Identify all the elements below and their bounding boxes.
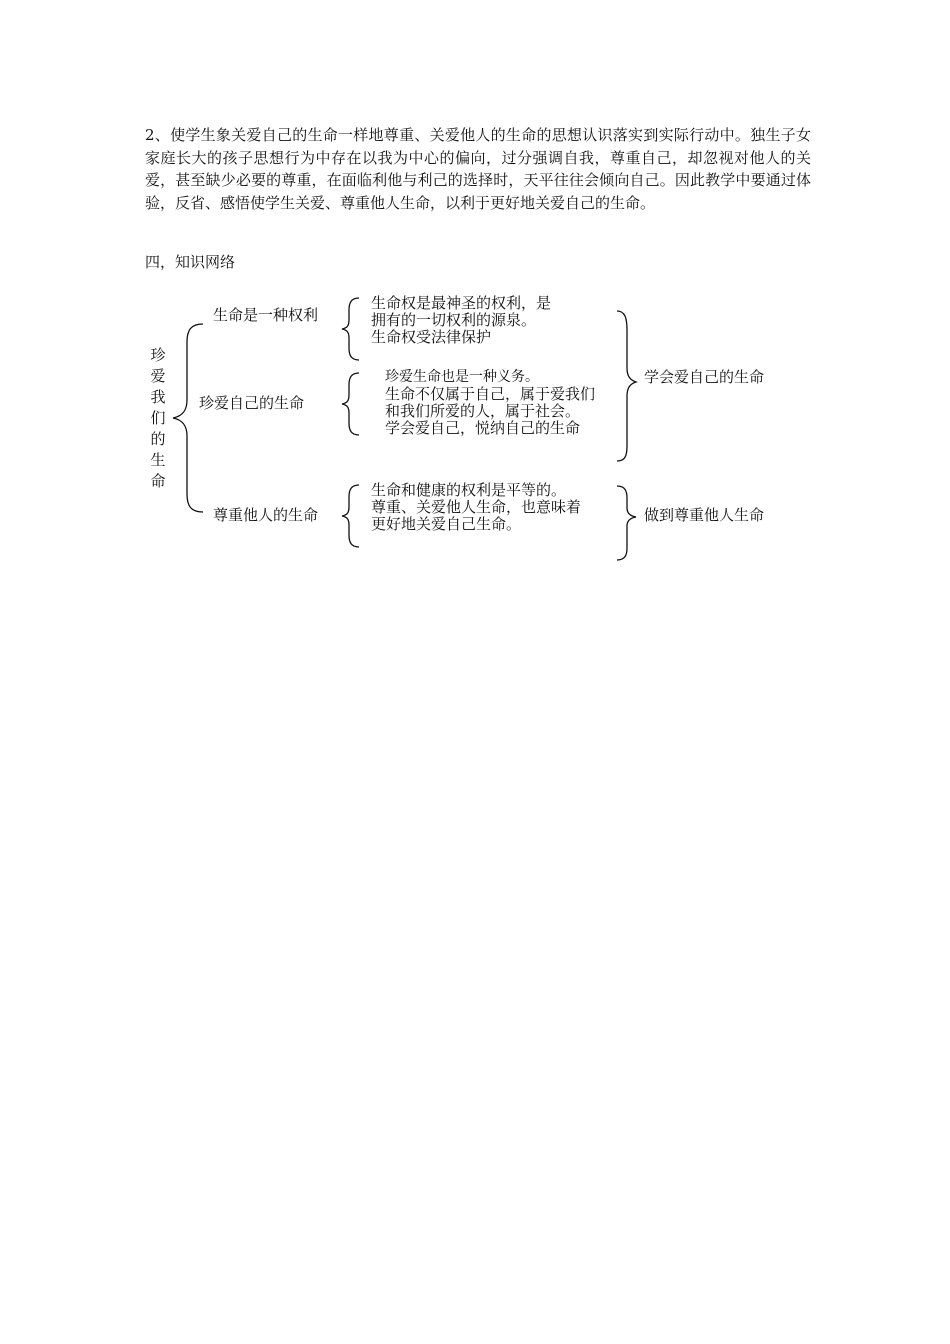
root-char: 生 (150, 451, 166, 469)
main-brace (173, 324, 203, 512)
detail-line: 珍爱生命也是一种义务。 (385, 369, 539, 385)
detail-line: 拥有的一切权利的源泉。 (371, 311, 537, 329)
detail-line: 尊重、关爱他人生命，也意味着 (371, 498, 582, 516)
branch2-brace (342, 373, 359, 435)
detail-line: 更好地关爱自己生命。 (371, 515, 522, 533)
root-char: 们 (150, 409, 166, 427)
section-heading: 四，知识网络 (145, 253, 236, 271)
detail-line: 生命和健康的权利是平等的。 (371, 481, 567, 499)
branch-label-rights: 生命是一种权利 (213, 306, 319, 324)
branch3-brace (342, 485, 359, 547)
conclusion-love-self: 学会爱自己的生命 (644, 368, 765, 386)
root-char: 珍 (150, 346, 166, 364)
conclusion2-brace (617, 486, 636, 560)
root-char: 的 (150, 430, 166, 448)
detail-line: 生命权受法律保护 (371, 328, 492, 346)
detail-line: 学会爱自己，悦纳自己的生命 (385, 419, 581, 437)
branch-label-respect-others: 尊重他人的生命 (213, 506, 319, 524)
conclusion-respect-others: 做到尊重他人生命 (644, 506, 765, 524)
root-char: 我 (150, 388, 166, 406)
root-char: 命 (150, 472, 166, 490)
branch-label-cherish-self: 珍爱自己的生命 (199, 394, 305, 412)
detail-line: 生命不仅属于自己，属于爱我们 (385, 385, 596, 403)
detail-line: 生命权是最神圣的权利，是 (371, 294, 552, 312)
detail-line: 和我们所爱的人，属于社会。 (385, 402, 581, 420)
root-char: 爱 (150, 367, 166, 385)
intro-paragraph: 2、使学生象关爱自己的生命一样地尊重、关爱他人的生命的思想认识落实到实际行动中。独生子女家庭长大的孩子思想行为中存在以我为中心的偏向，过分强调自我，尊重自己，却忽视对他人的关爱，甚至缺少必要的尊重，在面临利他与利己的选择时，天平往往会倾向自己。因此教学中要通过体验，反省、感悟使学生关爱、尊重他人生命，以利于更好地关爱自己的生命。 (145, 126, 811, 212)
branch1-brace (342, 298, 359, 360)
conclusion1-brace (617, 311, 636, 461)
